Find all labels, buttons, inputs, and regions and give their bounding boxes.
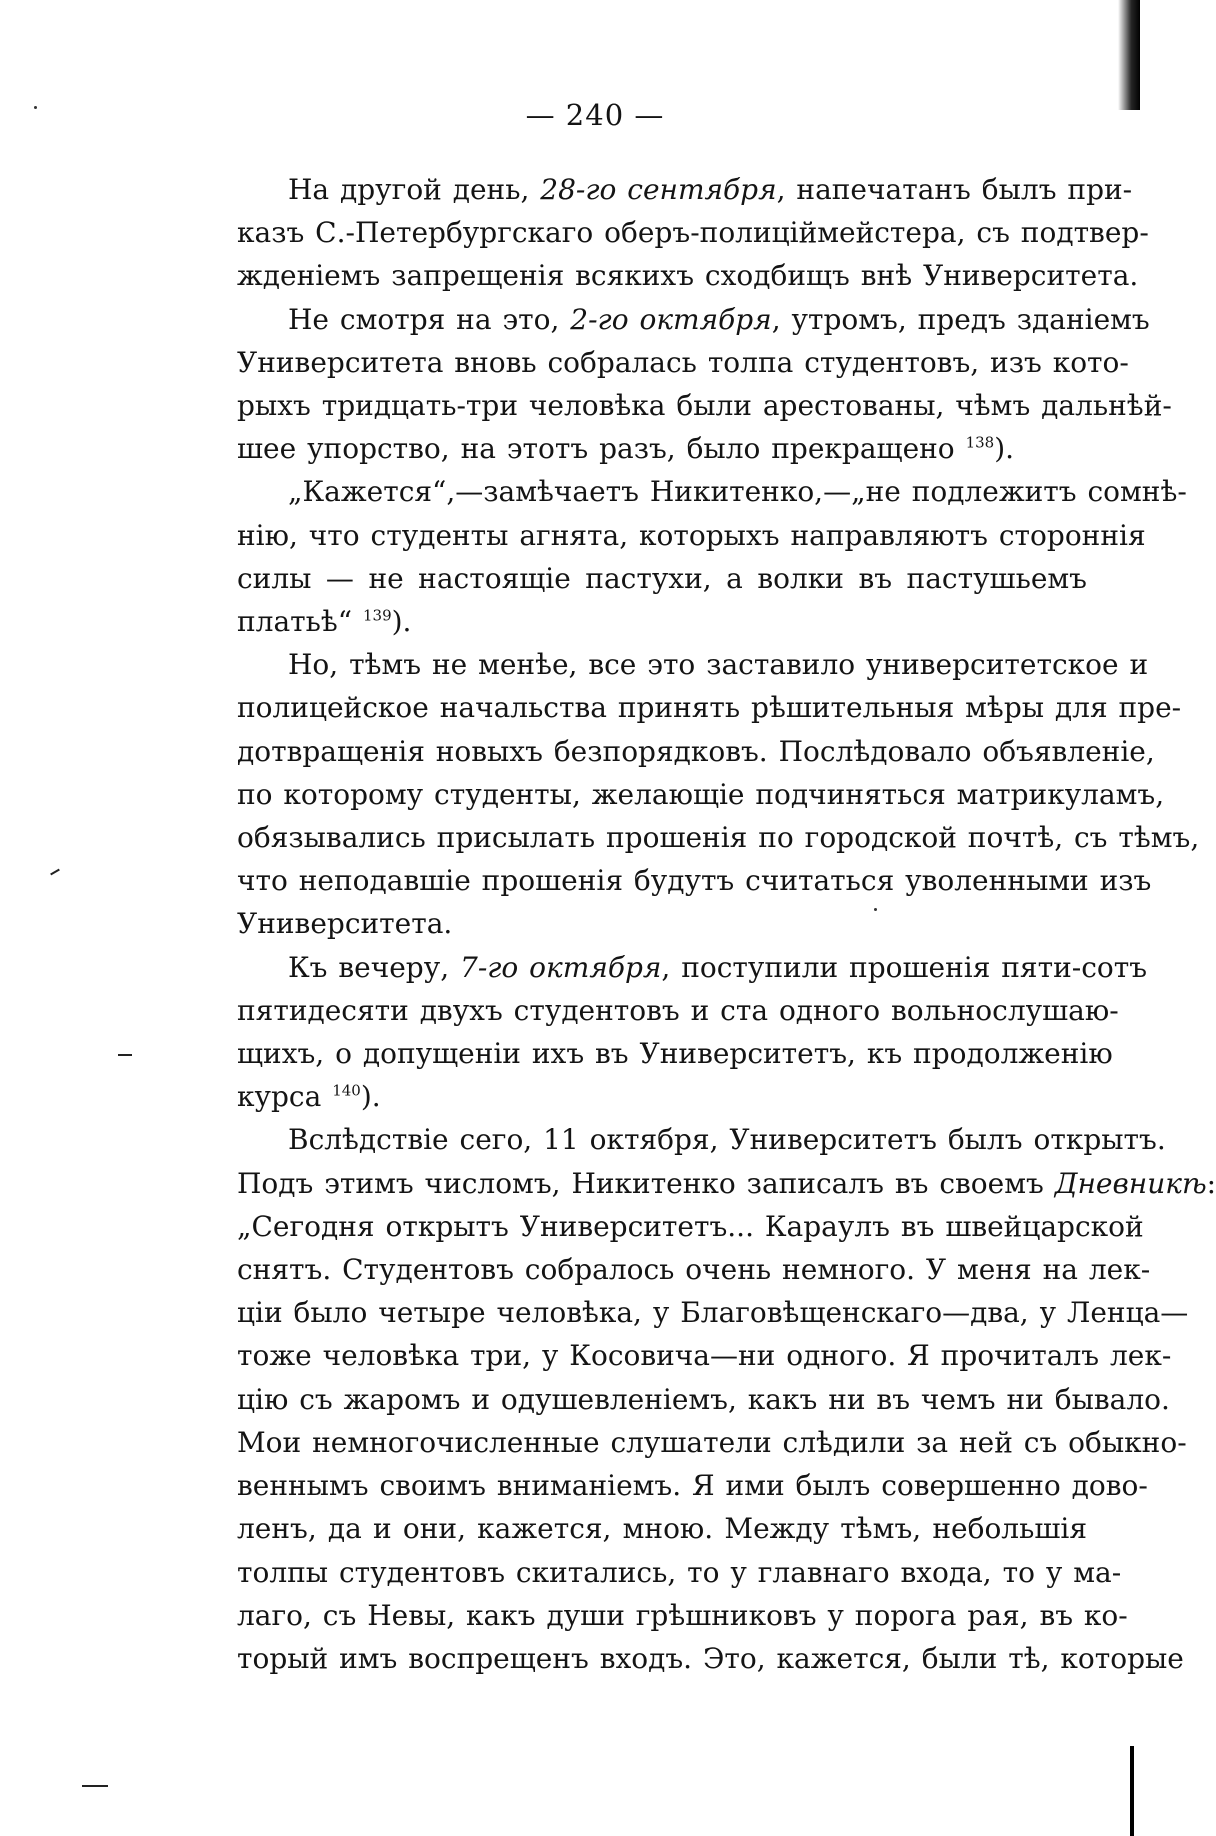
text-line: Подъ этимъ числомъ, Никитенко записалъ въ своемъ Дневникѣ: bbox=[237, 1166, 1216, 1200]
text-line: Вслѣдствіе сего, 11 октября, Университетъ былъ открытъ. bbox=[288, 1123, 1166, 1157]
text-line: силы — не настоящіе пастухи, а волки въ пастушьемъ bbox=[237, 561, 1087, 595]
text-line: полицейское начальства принять рѣшительныя мѣры для пре- bbox=[237, 691, 1182, 725]
italic-date: 2-го октября bbox=[570, 302, 772, 336]
text-line: снятъ. Студентовъ собралось очень немного. У меня на лек- bbox=[237, 1253, 1151, 1287]
margin-tick bbox=[82, 1785, 108, 1787]
text-line: Къ вечеру, 7-го октября, поступили прошенія пяти-сотъ bbox=[288, 950, 1148, 984]
footnote-ref: 140 bbox=[332, 1081, 361, 1100]
text-line: цію съ жаромъ и одушевленіемъ, какъ ни въ чемъ ни бывало. bbox=[237, 1382, 1170, 1416]
text-line: торый имъ воспрещенъ входъ. Это, кажется, были тѣ, которые bbox=[237, 1641, 1184, 1675]
paragraph bbox=[237, 1118, 1216, 1680]
paragraph bbox=[237, 298, 1172, 471]
footnote-ref: 138 bbox=[965, 433, 995, 452]
scan-edge-line bbox=[1130, 1746, 1134, 1836]
scan-edge-shadow bbox=[1118, 0, 1140, 110]
text-line: Университета вновь собралась толпа студентовъ, изъ кото- bbox=[237, 345, 1129, 379]
text-line: нію, что студенты агнята, которыхъ направляютъ стороннія bbox=[237, 518, 1146, 552]
text-line: дотвращенія новыхъ безпорядковъ. Послѣдовало объявленіе, bbox=[237, 734, 1155, 768]
text-line: рыхъ тридцать-три человѣка были арестованы, чѣмъ дальнѣй- bbox=[237, 389, 1172, 423]
text-line: щихъ, о допущеніи ихъ въ Университетъ, къ продолженію bbox=[237, 1037, 1113, 1071]
margin-tick bbox=[50, 869, 60, 876]
body-text bbox=[237, 168, 1216, 1680]
margin-tick bbox=[118, 1054, 132, 1056]
text-line: Но, тѣмъ не менѣе, все это заставило университетское и bbox=[288, 648, 1149, 682]
text-line: „Сегодня открытъ Университетъ... Караулъ въ швейцарской bbox=[237, 1209, 1144, 1243]
italic-date: 28-го сентября bbox=[540, 173, 777, 206]
paragraph bbox=[237, 168, 1149, 298]
text-line: по которому студенты, желающіе подчиняться матрикуламъ, bbox=[237, 777, 1165, 811]
text-line: платьѣ“ $^{139}$). bbox=[237, 605, 412, 639]
text-line: ціи было четыре человѣка, у Благовѣщенскаго—два, у Ленца— bbox=[237, 1296, 1189, 1330]
text-line: обязывались присылать прошенія по городской почтѣ, съ тѣмъ, bbox=[237, 821, 1200, 855]
text-line: „Кажется“,—замѣчаетъ Никитенко,—„не подлежитъ сомнѣ- bbox=[288, 475, 1187, 509]
text-line: толпы студентовъ скитались, то у главнаго входа, то у ма- bbox=[237, 1555, 1122, 1589]
text-line: курса $^{140}$). bbox=[237, 1080, 381, 1114]
paragraph bbox=[237, 946, 1148, 1119]
paragraph bbox=[237, 643, 1200, 945]
text-line: шее упорство, на этотъ разъ, было прекращено $^{138}$). bbox=[237, 432, 1015, 466]
page-number: — 240 — bbox=[525, 98, 665, 132]
text-line: Мои немногочисленные слушатели слѣдили за ней съ обыкно- bbox=[237, 1425, 1187, 1459]
text-line: что неподавшіе прошенія будутъ считаться уволенными изъ bbox=[237, 864, 1152, 898]
text-line: ленъ, да и они, кажется, мною. Между тѣмъ, небольшія bbox=[237, 1512, 1087, 1546]
footnote-ref: 139 bbox=[362, 606, 392, 625]
paragraph bbox=[237, 470, 1187, 643]
text-line: веннымъ своимъ вниманіемъ. Я ими былъ совершенно дово- bbox=[237, 1469, 1148, 1503]
italic-date: Дневникѣ bbox=[1054, 1166, 1207, 1200]
text-line: тоже человѣка три, у Косовича—ни одного. Я прочиталъ лек- bbox=[237, 1339, 1172, 1373]
text-line: Не смотря на это, 2-го октября, утромъ, предъ зданіемъ bbox=[288, 302, 1150, 336]
text-line: На другой день, 28-го сентября, напечатанъ былъ при- bbox=[288, 173, 1133, 206]
text-line: жденіемъ запрещенія всякихъ сходбищъ внѣ Университета. bbox=[237, 259, 1139, 293]
italic-date: 7-го октября bbox=[460, 950, 662, 984]
text-line: лаго, съ Невы, какъ души грѣшниковъ у порога рая, въ ко- bbox=[237, 1598, 1128, 1632]
text-line: пятидесяти двухъ студентовъ и ста одного вольнослушаю- bbox=[237, 993, 1119, 1027]
text-line: Университета. bbox=[237, 907, 453, 941]
text-line: казъ С.-Петербургскаго оберъ-полиціймейстера, съ подтвер- bbox=[237, 216, 1149, 250]
